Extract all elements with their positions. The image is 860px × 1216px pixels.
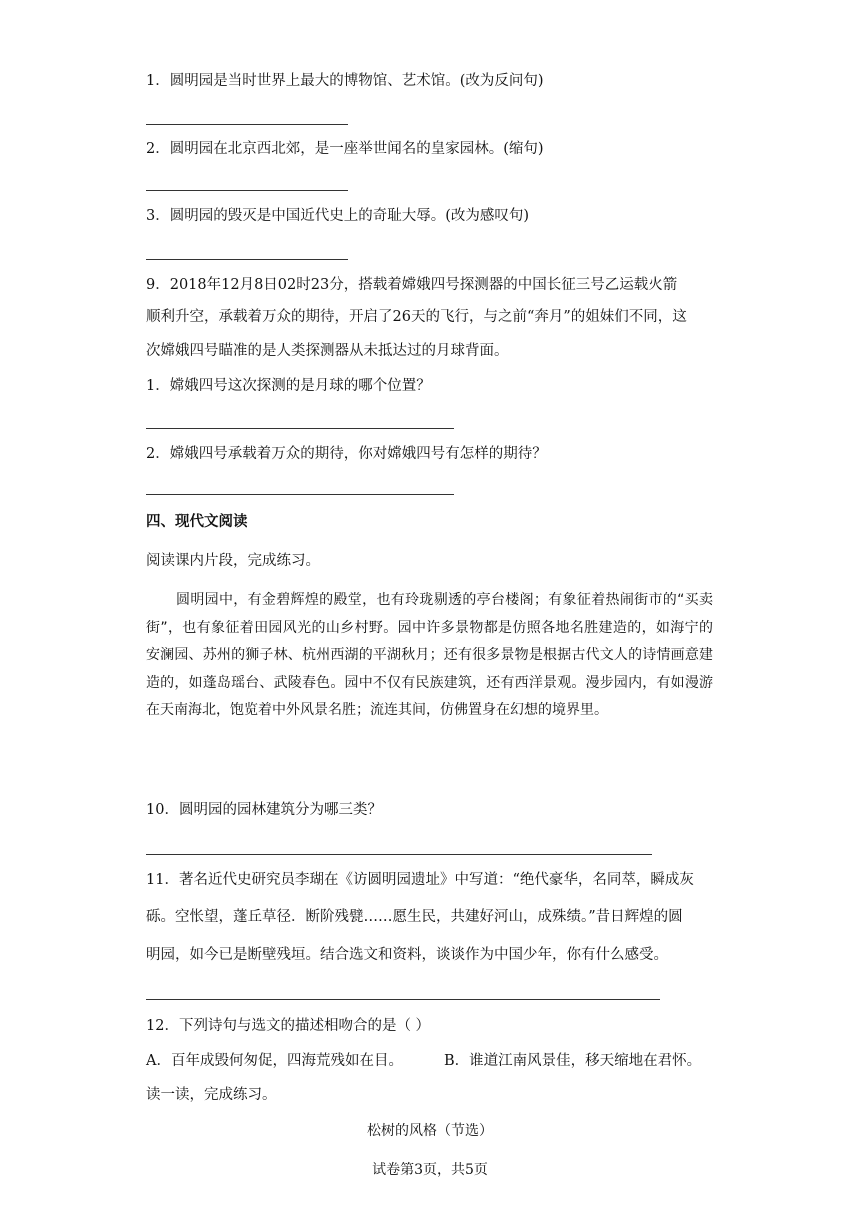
answer-line-q8-3 bbox=[146, 259, 348, 260]
next-instruction: 读一读，完成练习。 bbox=[146, 1087, 277, 1103]
q11-stem-line-2: 砾。空怅望，蓬丘草径．断阶残甓……愿生民，共建好河山，成殊绩。”昔日辉煌的圆 bbox=[146, 909, 683, 925]
q8-sub-2: 2．圆明园在北京西北郊，是一座举世闻名的皇家园林。(缩句) bbox=[146, 141, 544, 157]
q9-sub-1: 1．嫦娥四号这次探测的是月球的哪个位置？ bbox=[146, 378, 431, 394]
q10-stem: 10．圆明园的园林建筑分为哪三类？ bbox=[146, 802, 382, 818]
answer-line-q9-2 bbox=[146, 494, 454, 495]
q11-stem-line-1: 11．著名近代史研究员李瑚在《访圆明园遗址》中写道：“绝代豪华，名同萃，瞬成灰 bbox=[146, 872, 694, 888]
q8-sub-3: 3．圆明园的毁灭是中国近代史上的奇耻大辱。(改为感叹句) bbox=[146, 208, 530, 224]
section-instruction: 阅读课内片段，完成练习。 bbox=[146, 553, 320, 569]
answer-line-q10 bbox=[146, 854, 652, 855]
q9-stem-line-1: 9．2018年12月8日02时23分，搭载着嫦娥四号探测器的中国长征三号乙运载火箭 bbox=[146, 277, 678, 293]
q11-stem-line-3: 明园，如今已是断壁残垣。结合选文和资料，谈谈作为中国少年，你有什么感受。 bbox=[146, 947, 668, 963]
q9-stem-line-3: 次嫦娥四号瞄准的是人类探测器从未抵达过的月球背面。 bbox=[146, 343, 509, 359]
q9-sub-2: 2．嫦娥四号承载着万众的期待，你对嫦娥四号有怎样的期待？ bbox=[146, 446, 547, 462]
answer-line-q8-2 bbox=[146, 190, 348, 191]
page-footer: 试卷第3页，共5页 bbox=[372, 1162, 488, 1178]
reading-passage: 圆明园中，有金碧辉煌的殿堂，也有玲珑剔透的亭台楼阁；有象征着热闹街市的“买卖街”，也有象征着田园风光的山乡村野。园中许多景物都是仿照各地名胜建造的，如海宁的安澜园、苏州的狮子林、杭州西湖的平湖秋月；还有很多景物是根据古代文人的诗情画意建造的，如蓬岛瑶台、武陵春色。园中不仅有民族建筑，还有西洋景观。漫步园内，有如漫游在天南海北，饱览着中外风景名胜；流连其间，仿佛置身在幻想的境界里。 bbox=[146, 592, 713, 718]
q9-stem-line-2: 顺利升空，承载着万众的期待，开启了26天的飞行，与之前“奔月”的姐妹们不同，这 bbox=[146, 309, 687, 325]
q12-option-b: B．谁道江南风景佳，移天缩地在君怀。 bbox=[444, 1053, 702, 1069]
answer-line-q8-1 bbox=[146, 124, 348, 125]
q8-sub-1: 1．圆明园是当时世界上最大的博物馆、艺术馆。(改为反问句) bbox=[146, 73, 544, 89]
section-heading: 四、现代文阅读 bbox=[146, 514, 248, 530]
answer-line-q9-1 bbox=[146, 428, 454, 429]
answer-line-q11 bbox=[146, 999, 660, 1000]
q12-option-a: A．百年成毁何匆促，四海荒残如在目。 bbox=[146, 1053, 403, 1069]
q12-stem: 12．下列诗句与选文的描述相吻合的是（ ） bbox=[146, 1018, 431, 1034]
next-passage-title: 松树的风格（节选） bbox=[367, 1123, 493, 1139]
